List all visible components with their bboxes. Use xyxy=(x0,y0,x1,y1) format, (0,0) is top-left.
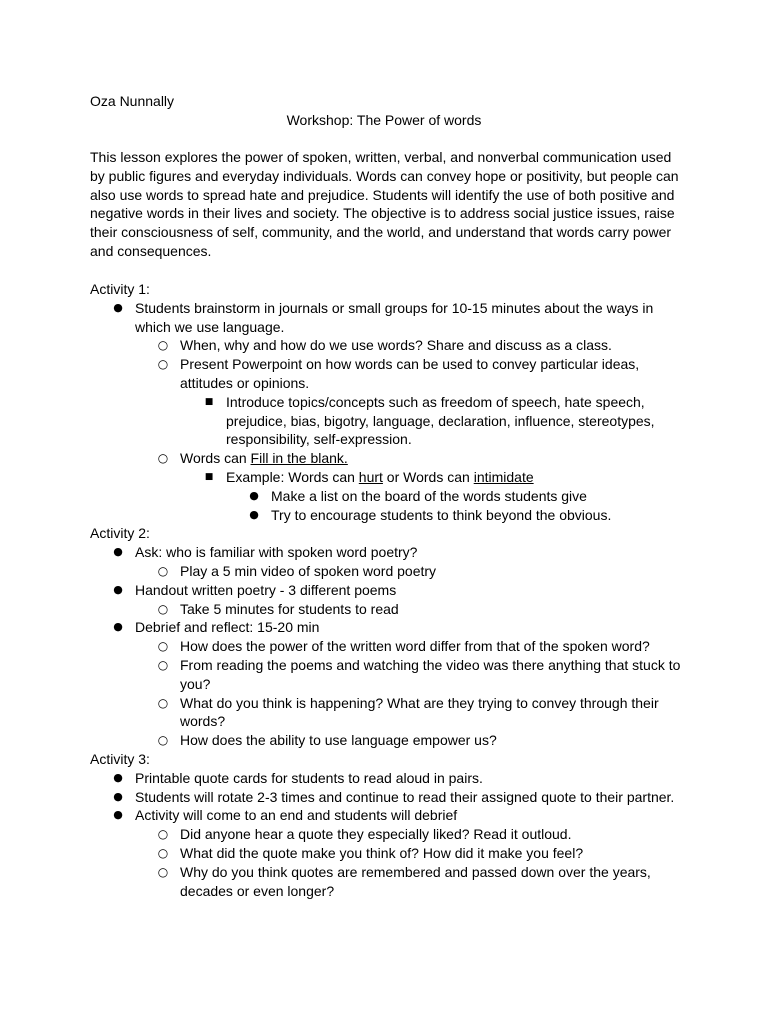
list-item-text xyxy=(226,468,690,487)
filled-circle-bullet-icon: ● xyxy=(113,545,123,559)
hollow-circle-bullet-icon: ○ xyxy=(157,563,169,578)
list-item-text xyxy=(180,449,690,468)
filled-circle-bullet-icon: ● xyxy=(113,620,123,634)
list-item-text: Debrief and reflect: 15-20 min xyxy=(135,619,320,636)
list-item xyxy=(90,806,690,825)
text-fragment: Words can xyxy=(180,450,251,467)
activity-heading: Activity 3: xyxy=(90,750,150,767)
list-item-text: Try to encourage students to think beyond the obvious. xyxy=(271,506,612,523)
hollow-circle-bullet-icon: ○ xyxy=(157,451,169,466)
list-item-text: Ask: who is familiar with spoken word poetry? xyxy=(135,544,418,561)
list-item-text: Handout written poetry - 3 different poems xyxy=(135,581,397,598)
list-item-text: Present Powerpoint on how words can be used to convey particular ideas, attitudes or opinions. xyxy=(180,356,640,391)
activities-section xyxy=(90,280,690,900)
hollow-circle-bullet-icon: ○ xyxy=(157,695,169,710)
hollow-circle-bullet-icon: ○ xyxy=(157,338,169,353)
list-item xyxy=(90,487,690,506)
list-item xyxy=(90,336,690,355)
underlined-text: Fill in the blank. xyxy=(250,450,348,467)
text-fragment: Example: Words can xyxy=(226,468,359,485)
list-item-text: From reading the poems and watching the video was there anything that stuck to you? xyxy=(180,656,681,692)
list-item-text: Introduce topics/concepts such as freedom of speech, hate speech, prejudice, bias, bigotry, language, declaration, influence, stereotypes, responsibility, self-expression. xyxy=(226,393,655,448)
list-item xyxy=(90,769,690,788)
hollow-circle-bullet-icon: ○ xyxy=(157,827,169,842)
list-item xyxy=(90,656,690,694)
filled-circle-bullet-icon: ● xyxy=(113,582,123,596)
underlined-text: hurt xyxy=(358,468,383,485)
list-item xyxy=(90,449,690,468)
filled-circle-bullet-icon: ● xyxy=(113,300,123,314)
list-item xyxy=(90,562,690,581)
list-item xyxy=(90,694,690,732)
list-item-text: Take 5 minutes for students to read xyxy=(180,600,399,617)
filled-circle-bullet-icon: ● xyxy=(249,488,259,502)
list-item xyxy=(90,299,690,337)
filled-circle-bullet-icon: ● xyxy=(113,789,123,803)
activity-heading: Activity 1: xyxy=(90,281,150,297)
document-title: Workshop: The Power of words xyxy=(286,112,482,128)
list-item-text: How does the power of the written word differ from that of the spoken word? xyxy=(180,638,650,655)
list-item-text: Why do you think quotes are remembered and passed down over the years, decades or even longer? xyxy=(180,863,651,899)
list-item-text: Students brainstorm in journals or small groups for 10-15 minutes about the ways in which we use language. xyxy=(135,299,654,335)
list-item xyxy=(90,863,690,901)
list-item xyxy=(90,543,690,562)
list-item xyxy=(90,637,690,656)
list-item-text: Printable quote cards for students to read aloud in pairs. xyxy=(135,769,483,786)
list-item-text: When, why and how do we use words? Share and discuss as a class. xyxy=(180,337,612,354)
list-item-text: How does the ability to use language empower us? xyxy=(180,732,497,749)
filled-circle-bullet-icon: ● xyxy=(113,770,123,784)
list-item xyxy=(90,618,690,637)
list-item-text: Play a 5 min video of spoken word poetry xyxy=(180,562,437,579)
hollow-circle-bullet-icon: ○ xyxy=(157,657,169,672)
square-bullet-icon: ■ xyxy=(204,471,214,482)
hollow-circle-bullet-icon: ○ xyxy=(157,639,169,654)
list-item-text: Did anyone hear a quote they especially liked? Read it outloud. xyxy=(180,826,572,843)
list-item-text: Make a list on the board of the words students give xyxy=(271,487,587,504)
list-item xyxy=(90,600,690,619)
list-item-text: What do you think is happening? What are they trying to convey through their words? xyxy=(180,694,659,730)
list-item xyxy=(90,844,690,863)
filled-circle-bullet-icon: ● xyxy=(113,808,123,822)
text-fragment: or Words can xyxy=(382,468,474,485)
hollow-circle-bullet-icon: ○ xyxy=(157,357,169,372)
hollow-circle-bullet-icon: ○ xyxy=(157,601,169,616)
list-item xyxy=(90,825,690,844)
list-item-text: Activity will come to an end and students will debrief xyxy=(135,807,458,824)
list-item xyxy=(90,355,690,393)
list-item xyxy=(90,468,690,487)
list-item xyxy=(90,581,690,600)
list-item-text: What did the quote make you think of? How did it make you feel? xyxy=(180,844,584,861)
square-bullet-icon: ■ xyxy=(204,396,214,407)
intro-paragraph: This lesson explores the power of spoken, written, verbal, and nonverbal communication used by public figures and everyday individuals. Words can convey hope or positivity, but people can also use words to spread hate and prejudice. Students will identify the use of both positive and negative words in their lives and society. The objective is to address social justice issues, raise their consciousness of self, community, and the world, and understand that words carry power and consequences. xyxy=(90,149,679,259)
list-item xyxy=(90,731,690,750)
list-item-text: Students will rotate 2-3 times and continue to read their assigned quote to their partner. xyxy=(135,788,675,805)
hollow-circle-bullet-icon: ○ xyxy=(157,864,169,879)
hollow-circle-bullet-icon: ○ xyxy=(157,733,169,748)
activity-heading: Activity 2: xyxy=(90,525,150,542)
underlined-text: intimidate xyxy=(473,468,534,485)
filled-circle-bullet-icon: ● xyxy=(249,507,259,521)
author-name: Oza Nunnally xyxy=(90,93,175,109)
list-item xyxy=(90,393,690,449)
list-item xyxy=(90,788,690,807)
hollow-circle-bullet-icon: ○ xyxy=(157,845,169,860)
list-item xyxy=(90,506,690,525)
